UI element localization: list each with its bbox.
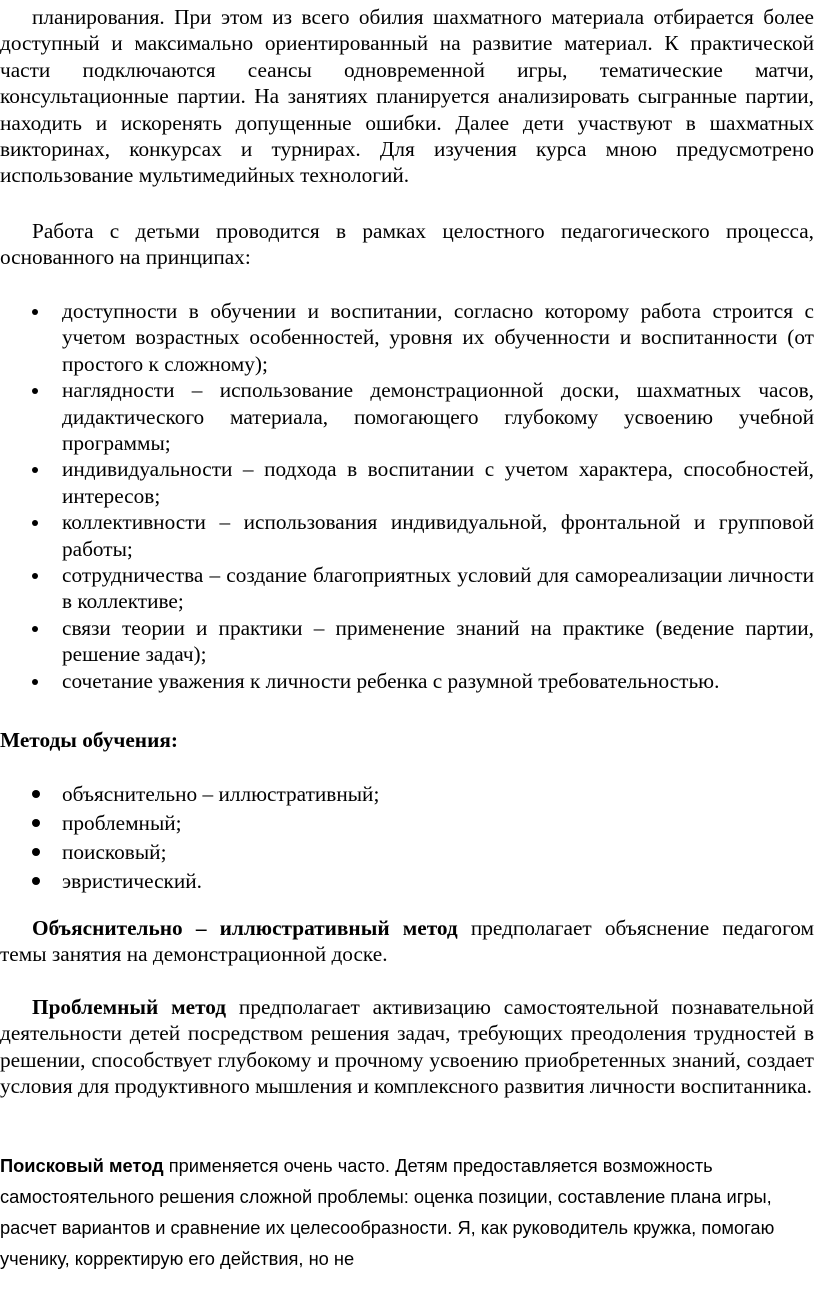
list-item: доступности в обучении и воспитании, согласно которому работа строится с учетом возрастных особенностей, уровня их обученности и воспитанности (от простого к сложному); — [0, 298, 814, 377]
list-item: поисковый; — [0, 838, 814, 867]
bullet-icon — [32, 467, 38, 473]
principles-list — [0, 298, 814, 694]
list-item: связи теории и практики – применение знаний на практике (ведение партии, решение задач); — [0, 615, 814, 668]
list-item: проблемный; — [0, 809, 814, 838]
bullet-icon — [32, 573, 38, 579]
bullet-icon — [32, 309, 38, 315]
bullet-icon — [32, 679, 38, 685]
intro-paragraph: планирования. При этом из всего обилия шахматного материала отбирается более доступный и максимально ориентированный на развитие материал. К практической части подключаются сеансы одновременной игры, тематические матчи, консультационные партии. На занятиях планируется анализировать сыгранные партии, находить и искоренять допущенные ошибки. Далее дети участвуют в шахматных викторинах, конкурсах и турнирах. Для изучения курса мною предусмотрено использование мультимедийных технологий. — [0, 5, 814, 188]
bullet-icon — [32, 388, 38, 394]
problem-method-term: Проблемный метод — [32, 995, 227, 1019]
list-item: эвристический. — [0, 867, 814, 896]
bullet-icon — [32, 790, 40, 798]
bullet-icon — [32, 626, 38, 632]
list-item: наглядности – использование демонстрационной доски, шахматных часов, дидактического материала, помогающего глубокому усвоению учебной программы; — [0, 377, 814, 456]
bullet-icon — [32, 819, 40, 827]
list-item: сочетание уважения к личности ребенка с разумной требовательностью. — [0, 668, 814, 694]
search-method-paragraph: Поисковый метод применяется очень часто. Детям предоставляется возможность самостоятельного решения сложной проблемы: оценка позиции, составление плана игры, расчет вариантов и сравнение их целесообразности. Я, как руководитель кружка, помогаю ученику, корректирую его действия, но не — [0, 1155, 775, 1269]
list-item: объяснительно – иллюстративный; — [0, 780, 814, 809]
explanatory-method-paragraph: Объяснительно – иллюстративный метод предполагает объяснение педагогом темы занятия на демонстрационной доске. — [0, 916, 815, 967]
principles-intro: Работа с детьми проводится в рамках целостного педагогического процесса, основанного на принципах: — [0, 219, 814, 270]
list-item: индивидуальности – подхода в воспитании с учетом характера, способностей, интересов; — [0, 456, 814, 509]
explanatory-method-term: Объяснительно – иллюстративный метод — [32, 916, 458, 940]
bullet-icon — [32, 520, 38, 526]
methods-list — [0, 780, 814, 896]
list-item: сотрудничества – создание благоприятных условий для самореализации личности в коллективе; — [0, 562, 814, 615]
methods-heading: Методы обучения: — [0, 728, 178, 752]
bullet-icon — [32, 848, 40, 856]
search-method-term: Поисковый метод — [0, 1155, 164, 1176]
bullet-icon — [32, 877, 40, 885]
list-item: коллективности – использования индивидуальной, фронтальной и групповой работы; — [0, 509, 814, 562]
problem-method-paragraph: Проблемный метод предполагает активизацию самостоятельной познавательной деятельности детей посредством решения задач, требующих преодоления трудностей в решении, способствует глубокому и прочному усвоению приобретенных знаний, создает условия для продуктивного мышления и комплексного развития личности воспитанника. — [0, 995, 814, 1099]
